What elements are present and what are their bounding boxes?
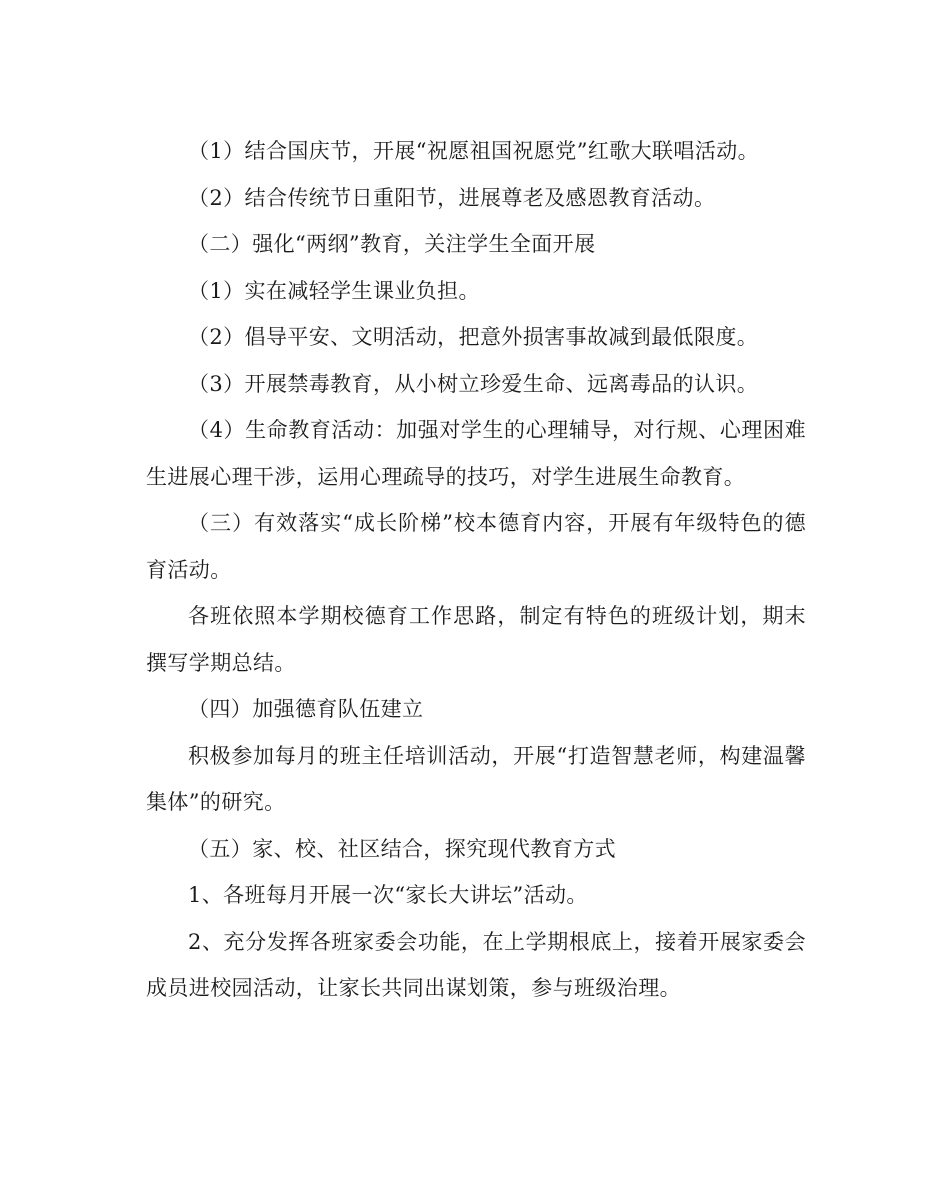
paragraph-1: （1）结合国庆节，开展“祝愿祖国祝愿党”红歌大联唱活动。 [188,139,760,163]
paragraph-11: 积极参加每月的班主任培训活动，开展“打造智慧老师，构建温馨集体”的研究。 [146,743,806,814]
paragraph-6: （3）开展禁毒教育，从小树立珍爱生命、远离毒品的认识。 [188,371,759,396]
document-body [146,128,806,1012]
paragraph-8: （三）有效落实“成长阶梯”校本德育内容，开展有年级特色的德育活动。 [146,511,806,582]
paragraph-13: 1、各班每月开展一次“家长大讲坛”活动。 [188,883,588,907]
paragraph-4: （1）实在减轻学生课业负担。 [188,278,480,303]
paragraph-12: （五）家、校、社区结合，探究现代教育方式 [188,836,616,861]
paragraph-10: （四）加强德育队伍建立 [188,697,424,721]
paragraph-9: 各班依照本学期校德育工作思路，制定有特色的班级计划，期末撰写学期总结。 [146,604,806,675]
paragraph-14: 2、充分发挥各班家委会功能，在上学期根底上，接着开展家委会成员进校园活动，让家长共同出谋划策，参与班级治理。 [146,929,806,1000]
paragraph-3: （二）强化“两纲”教育，关注学生全面开展 [188,232,596,256]
paragraph-5: （2）倡导平安、文明活动，把意外损害事故减到最低限度。 [188,325,759,349]
paragraph-2: （2）结合传统节日重阳节，进展尊老及感恩教育活动。 [188,185,716,210]
paragraph-7: （4）生命教育活动：加强对学生的心理辅导，对行规、心理困难生进展心理干涉，运用心理疏导的技巧，对学生进展生命教育。 [146,418,806,489]
